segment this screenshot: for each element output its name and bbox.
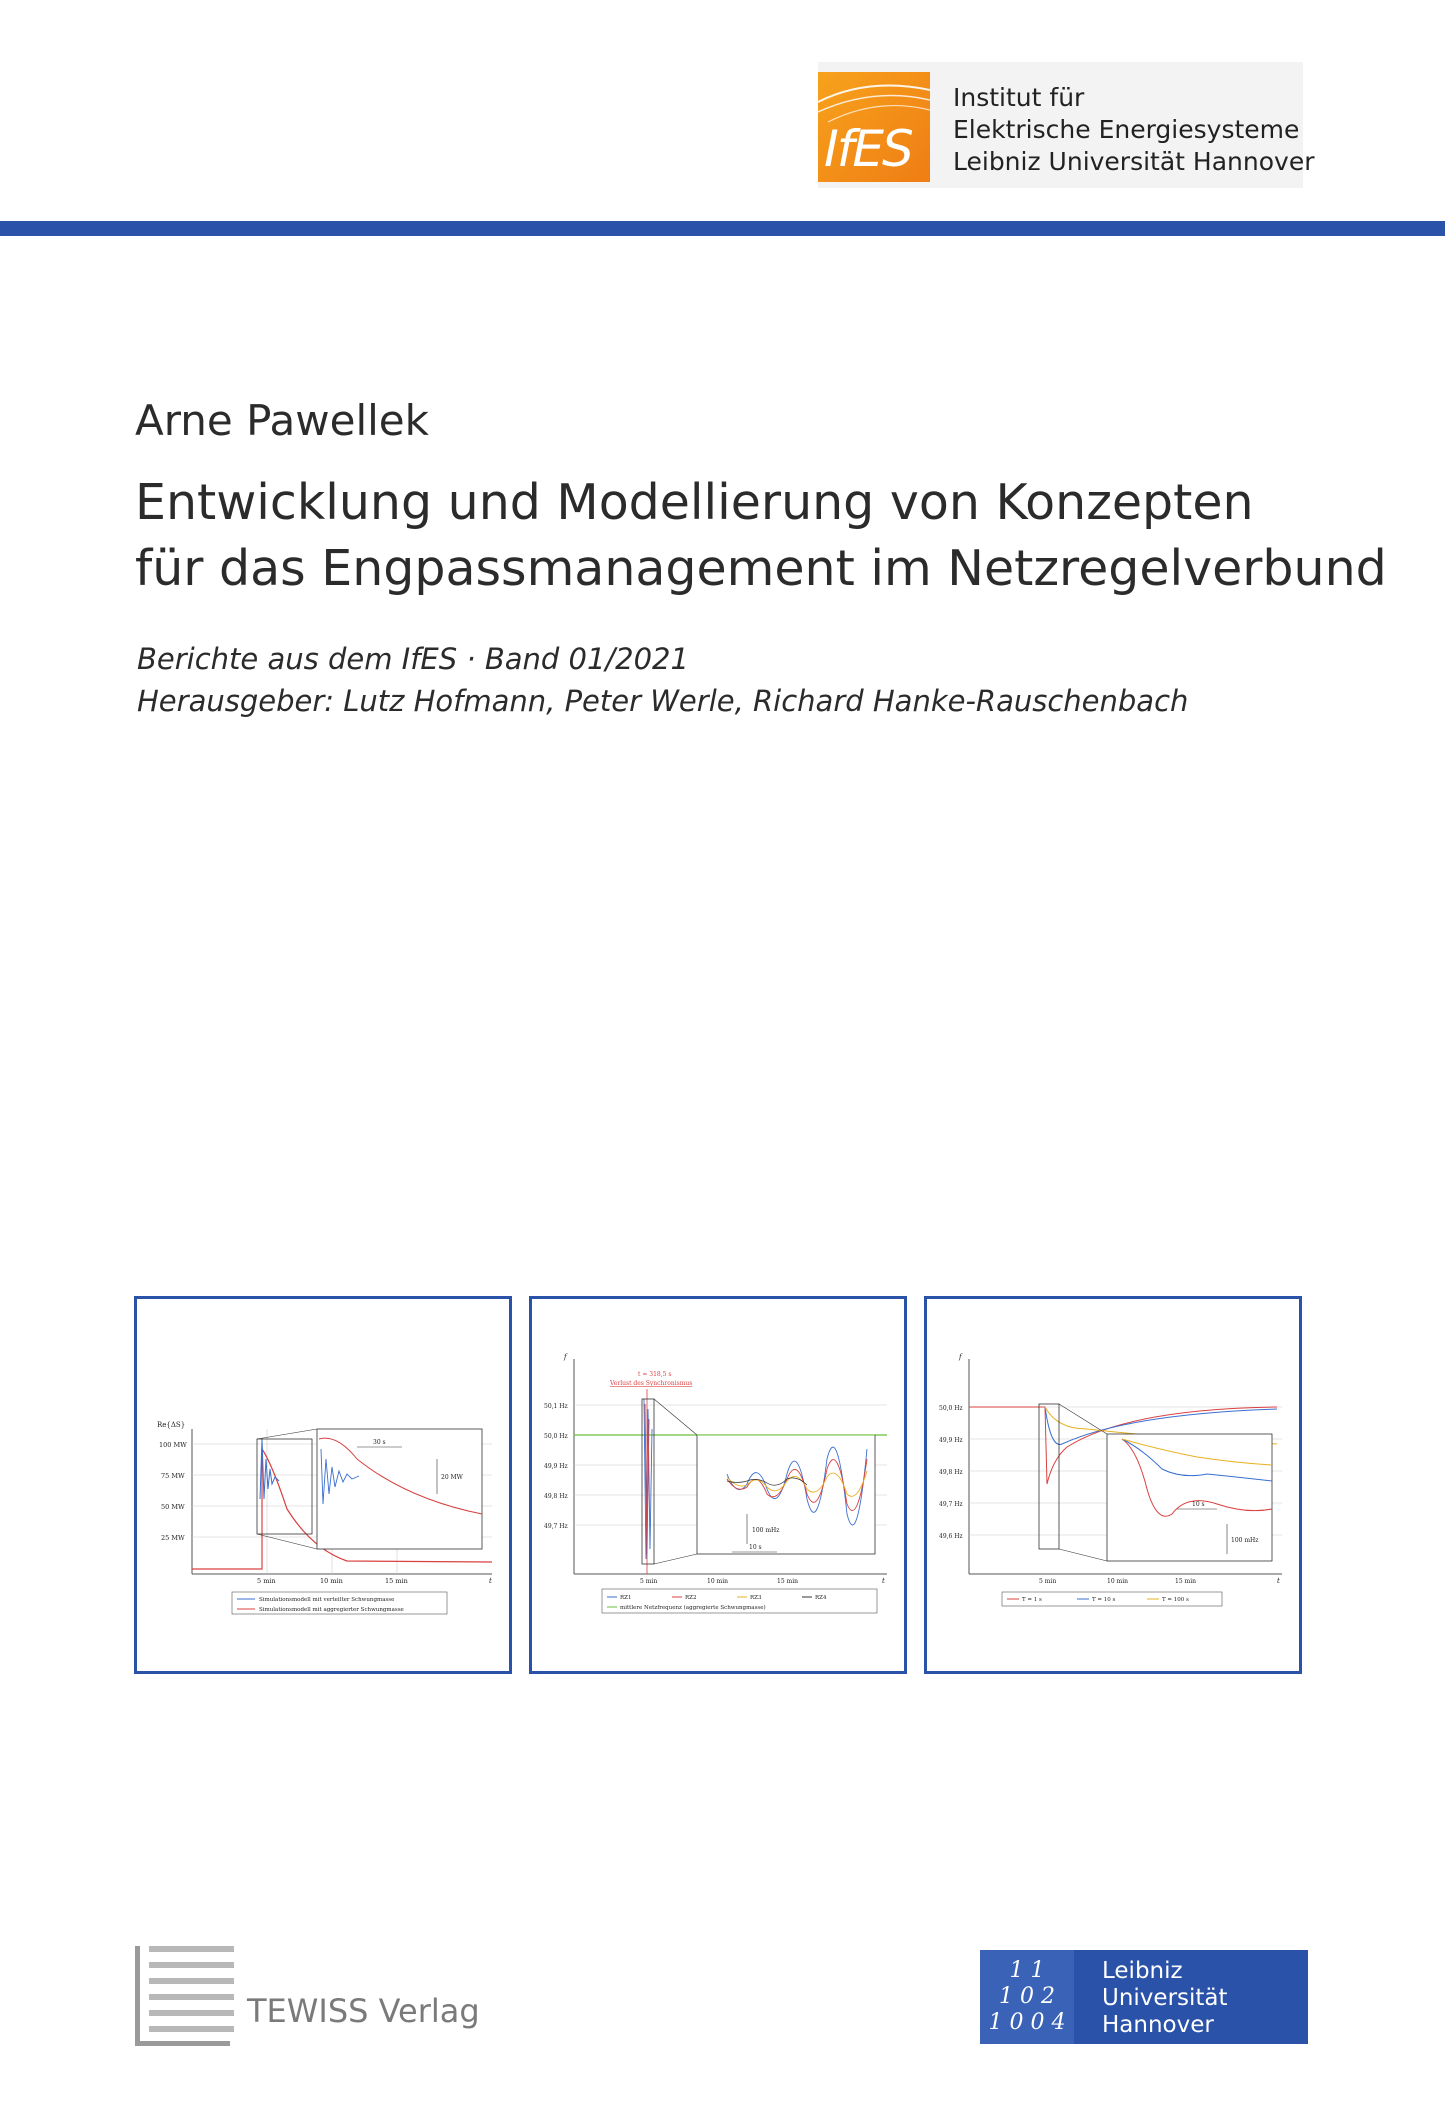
- chart-2-xtick-2: 10 min: [707, 1578, 729, 1585]
- chart-2-annotation-loss: Verlust des Synchronismus: [610, 1380, 693, 1387]
- chart-3-legend-1: T = 1 s: [1022, 1597, 1042, 1603]
- chart-3-ytick-3: 49,8 Hz: [939, 1469, 963, 1476]
- chart-3-ytick-5: 49,6 Hz: [939, 1533, 963, 1540]
- chart-2-ytick-1: 50,1 Hz: [544, 1403, 568, 1410]
- chart-2-figure: [532, 1299, 904, 1671]
- chart-3-xtick-3: 15 min: [1175, 1578, 1197, 1585]
- thumbnail-chart-1: [134, 1296, 512, 1674]
- thumbnail-chart-3: [924, 1296, 1302, 1674]
- thumbnail-chart-2: [529, 1296, 907, 1674]
- chart-2-legend-4: RZ4: [815, 1595, 827, 1601]
- chart-3-xtick-1: 5 min: [1039, 1578, 1057, 1585]
- institute-line-1: Institut für: [953, 83, 1085, 112]
- luh-line-2: Universität: [1102, 1985, 1228, 2011]
- luh-line-3: Hannover: [1102, 2012, 1214, 2038]
- luh-mark-line-1: 1 1: [1009, 1958, 1045, 1983]
- ifes-logo-text: IfES: [824, 120, 912, 178]
- chart-1-figure: [137, 1299, 509, 1671]
- chart-1-ytick-2: 75 MW: [161, 1472, 185, 1480]
- chart-3-annotation-100mhz: 100 mHz: [1231, 1537, 1259, 1544]
- chart-2-ylabel: f: [564, 1353, 567, 1361]
- chart-2-annotation-100mhz: 100 mHz: [752, 1527, 780, 1534]
- chart-1-legend-1: Simulationsmodell mit verteilter Schwungmasse: [259, 1597, 395, 1603]
- chart-2-ytick-4: 49,8 Hz: [544, 1493, 568, 1500]
- chart-1-annotation-20mw: 20 MW: [441, 1474, 463, 1481]
- chart-1-ytick-3: 50 MW: [161, 1503, 185, 1511]
- chart-2-ytick-5: 49,7 Hz: [544, 1523, 568, 1530]
- chart-2-legend-3: RZ3: [750, 1595, 762, 1601]
- chart-2-xaxis: t: [882, 1577, 885, 1585]
- luh-mark-line-3: 1 0 0 4: [988, 2010, 1066, 2035]
- chart-2-annotation-time: t = 318,5 s: [638, 1371, 672, 1378]
- ifes-logo-block: [818, 62, 1315, 188]
- chart-1-xtick-2: 10 min: [320, 1577, 343, 1585]
- chart-2-legend-1: RZ1: [620, 1595, 632, 1601]
- chart-1-ylabel: Re{ΔS}: [157, 1421, 186, 1429]
- publisher-name: TEWISS Verlag: [247, 1992, 480, 2030]
- title-line-2: für das Engpassmanagement im Netzregelverbund: [135, 540, 1387, 597]
- author-name: Arne Pawellek: [135, 396, 429, 445]
- chart-2-annotation-10s: 10 s: [749, 1544, 762, 1551]
- luh-line-1: Leibniz: [1102, 1958, 1183, 1984]
- chart-3-ytick-2: 49,9 Hz: [939, 1437, 963, 1444]
- luh-mark-line-2: 1 0 2: [999, 1984, 1055, 2009]
- luh-logo: [980, 1950, 1308, 2044]
- chart-1-ytick-1: 100 MW: [159, 1441, 187, 1449]
- book-title: [135, 470, 1387, 602]
- institute-name: [953, 82, 1315, 178]
- chart-3-xtick-2: 10 min: [1107, 1578, 1129, 1585]
- institute-line-3: Leibniz Universität Hannover: [953, 147, 1315, 176]
- chart-3-xaxis: t: [1277, 1577, 1280, 1585]
- chart-1-legend-2: Simulationsmodell mit aggregierter Schwungmasse: [259, 1607, 404, 1613]
- chart-2-xtick-1: 5 min: [640, 1578, 658, 1585]
- chart-3-annotation-10s: 10 s: [1192, 1501, 1205, 1508]
- chart-2-ytick-2: 50,0 Hz: [544, 1433, 568, 1440]
- chart-1-xtick-1: 5 min: [257, 1577, 276, 1585]
- chart-3-figure: [927, 1299, 1299, 1671]
- chart-1-annotation-30s: 30 s: [373, 1439, 386, 1446]
- chart-2-legend-5: mittlere Netzfrequenz (aggregierte Schwungmasse): [620, 1605, 766, 1611]
- title-line-1: Entwicklung und Modellierung von Konzepten: [135, 474, 1254, 531]
- chart-1-ytick-4: 25 MW: [161, 1534, 185, 1542]
- chart-1-xaxis: t: [489, 1577, 492, 1585]
- chart-3-ytick-4: 49,7 Hz: [939, 1501, 963, 1508]
- luh-name: [1102, 1958, 1228, 2039]
- chart-3-legend-2: T = 10 s: [1092, 1597, 1116, 1603]
- series-info: [137, 638, 1188, 722]
- luh-logo-mark: [980, 1950, 1074, 2044]
- chart-3-ytick-1: 50,0 Hz: [939, 1405, 963, 1412]
- ifes-logo-mark: [818, 72, 930, 182]
- chart-2-xtick-3: 15 min: [777, 1578, 799, 1585]
- series-line-1: Berichte aus dem IfES · Band 01/2021: [137, 642, 689, 676]
- chart-2-ytick-3: 49,9 Hz: [544, 1463, 568, 1470]
- tewiss-stripes-icon: [135, 1946, 235, 2046]
- institute-line-2: Elektrische Energiesysteme: [953, 115, 1300, 144]
- header-rule: [0, 221, 1445, 236]
- chart-3-ylabel: f: [959, 1353, 962, 1361]
- chart-1-xtick-3: 15 min: [385, 1577, 408, 1585]
- chart-3-legend-3: T = 100 s: [1162, 1597, 1189, 1603]
- series-line-2: Herausgeber: Lutz Hofmann, Peter Werle, Richard Hanke-Rauschenbach: [137, 684, 1189, 718]
- tewiss-logo: [135, 1946, 480, 2046]
- chart-2-legend-2: RZ2: [685, 1595, 697, 1601]
